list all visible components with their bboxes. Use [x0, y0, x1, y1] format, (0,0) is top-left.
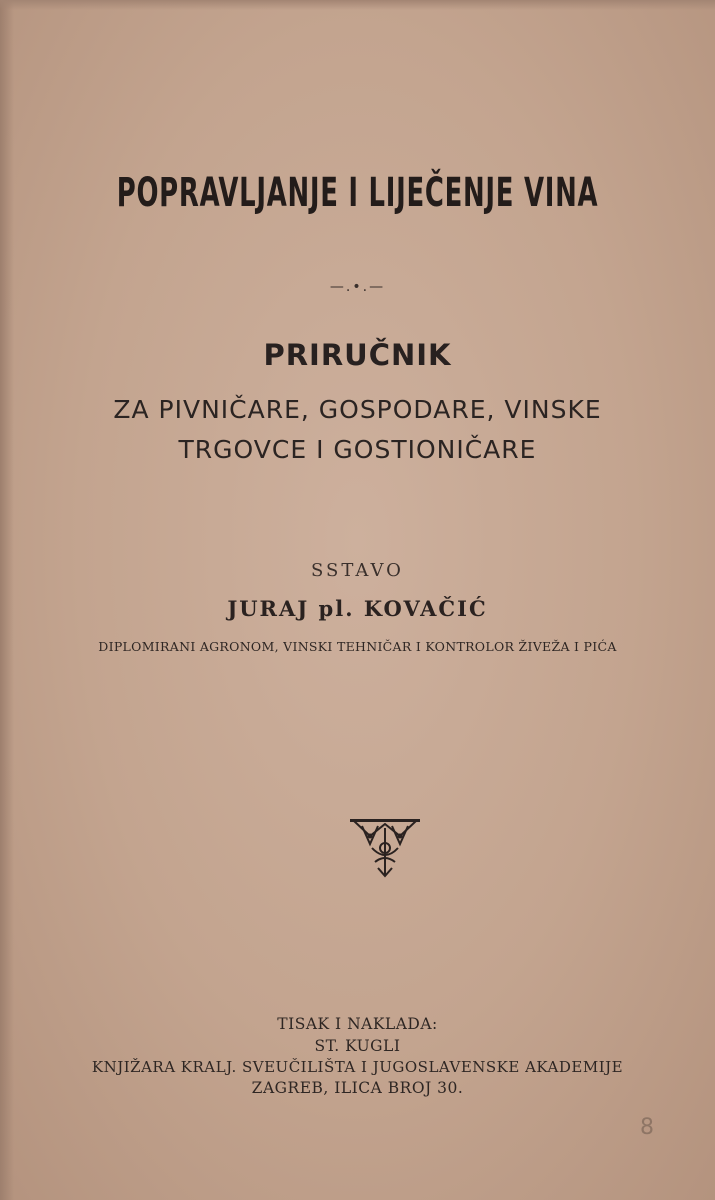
paper-edge-top — [0, 0, 715, 10]
author-credentials: DIPLOMIRANI AGRONOM, VINSKI TEHNIČAR I KONTROLOR ŽIVEŽA I PIĆA — [98, 639, 617, 654]
author-name: JURAJ pl. KOVAČIĆ — [227, 596, 488, 621]
ornamental-divider: —.•.— — [329, 279, 386, 295]
book-subtitle: PRIRUČNIK — [263, 338, 452, 372]
publisher-line-3: KNJIŽARA KRALJ. SVEUČILIŠTA I JUGOSLAVENSKE AKADEMIJE — [91, 1058, 624, 1076]
publisher-line-4: ZAGREB, ILICA BROJ 30. — [251, 1079, 464, 1097]
publisher-line-1: TISAK I NAKLADA: — [277, 1015, 438, 1033]
written-by-label: SSTAVO — [311, 560, 404, 581]
audience-line-1: ZA PIVNIČARE, GOSPODARE, VINSKE — [113, 395, 602, 424]
publisher-line-2: ST. KUGLI — [314, 1037, 401, 1055]
book-title: POPRAVLJANJE I LIJEČENJE VINA — [116, 170, 599, 216]
audience-line-2: TRGOVCE I GOSTIONIČARE — [178, 435, 537, 464]
library-pencil-mark: 8 — [640, 1115, 654, 1140]
publisher-emblem-icon — [348, 818, 422, 880]
